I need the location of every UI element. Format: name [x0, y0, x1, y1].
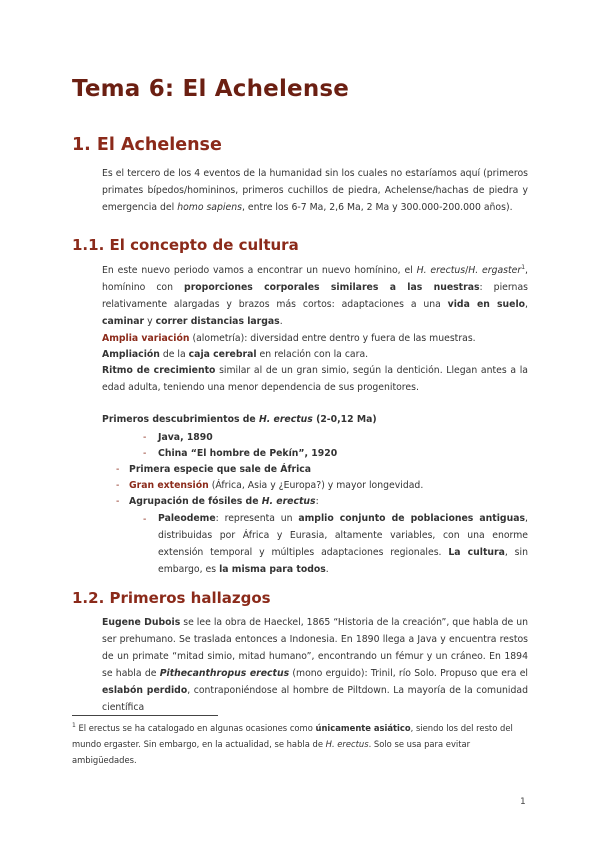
- dash-bullet: -: [116, 464, 120, 475]
- culture-paragraph: En este nuevo periodo vamos a encontrar un nuevo homínino, el H. erectus/H. ergaster$^1$, homínino con proporciones corporales similares a las nuestras: piernas relativamente alargadas y brazos más cortos: adaptaciones a una vida en suelo, caminar y correr distancias largas.: [102, 263, 528, 327]
- page-number: 1: [520, 797, 526, 807]
- footnote-divider: [72, 715, 218, 716]
- section-heading-1-2: 1.2. Primeros hallazgos: [72, 589, 271, 607]
- cranial-line: Ampliación de la caja cerebral en relación con la cara.: [102, 349, 369, 360]
- dash-bullet: -: [143, 514, 147, 525]
- dash-bullet: -: [143, 432, 147, 443]
- discoveries-title: Primeros descubrimientos de H. erectus (2-0,12 Ma): [102, 414, 377, 425]
- discovery-china: China “El hombre de Pekín”, 1920: [158, 448, 338, 459]
- section-heading-1: 1. El Achelense: [72, 135, 222, 155]
- dash-bullet: -: [143, 448, 147, 459]
- bullet-first-species: Primera especie que sale de África: [129, 464, 312, 475]
- dash-bullet: -: [116, 496, 120, 507]
- growth-line: Ritmo de crecimiento similar al de un gran simio, según la dentición. Llegan antes a la edad adulta, teniendo una menor dependencia de sus progenitores.: [102, 365, 528, 393]
- paleodeme-paragraph: Paleodeme: representa un amplio conjunto de poblaciones antiguas, distribuidas por África y Eurasia, altamente variables, con una enorme extensión temporal y múltiples adaptaciones regionales. La cultura, sin embargo, es la misma para todos.: [158, 513, 528, 575]
- findings-paragraph: Eugene Dubois se lee la obra de Haeckel, 1865 “Historia de la creación”, que habla de un ser prehumano. Se traslada entonces a Indonesia. En 1890 llega a Java y encuentra restos de un primate “mitad simio, mitad humano”, encontrando un fémur y un cráneo. En 1894 se habla de Pithecanthropus erectus (mono erguido): Trinil, río Solo. Propuso que era el eslabón perdido, contraponiéndose al hombre de Piltdown. La mayoría de la comunidad científica: [102, 617, 528, 713]
- dash-bullet: -: [116, 480, 120, 491]
- footnote: $^1$ El erectus se ha catalogado en algunas ocasiones como únicamente asiático, siendo los del resto del mundo ergaster. Sin embargo, en la actualidad, se habla de H. erectus. Solo se usa para evitar ambigüedades.: [72, 722, 513, 765]
- footnote-ref[interactable]: 1: [521, 263, 526, 271]
- section-heading-1-1: 1.1. El concepto de cultura: [72, 236, 299, 254]
- variation-line: Amplia variación (alometría): diversidad entre dentro y fuera de las muestras.: [102, 333, 476, 344]
- discovery-java: Java, 1890: [158, 432, 213, 443]
- bullet-grouping: Agrupación de fósiles de H. erectus:: [129, 496, 319, 507]
- bullet-extension: Gran extensión (África, Asia y ¿Europa?) y mayor longevidad.: [129, 480, 424, 491]
- page-title: Tema 6: El Achelense: [72, 76, 350, 102]
- section-1-paragraph: Es el tercero de los 4 eventos de la humanidad sin los cuales no estaríamos aquí (primeros primates bípedos/homininos, primeros cuchillos de piedra, Achelense/hachas de piedra y emergencia del homo sapiens, entre los 6-7 Ma, 2,6 Ma, 2 Ma y 300.000-200.000 años).: [102, 168, 528, 213]
